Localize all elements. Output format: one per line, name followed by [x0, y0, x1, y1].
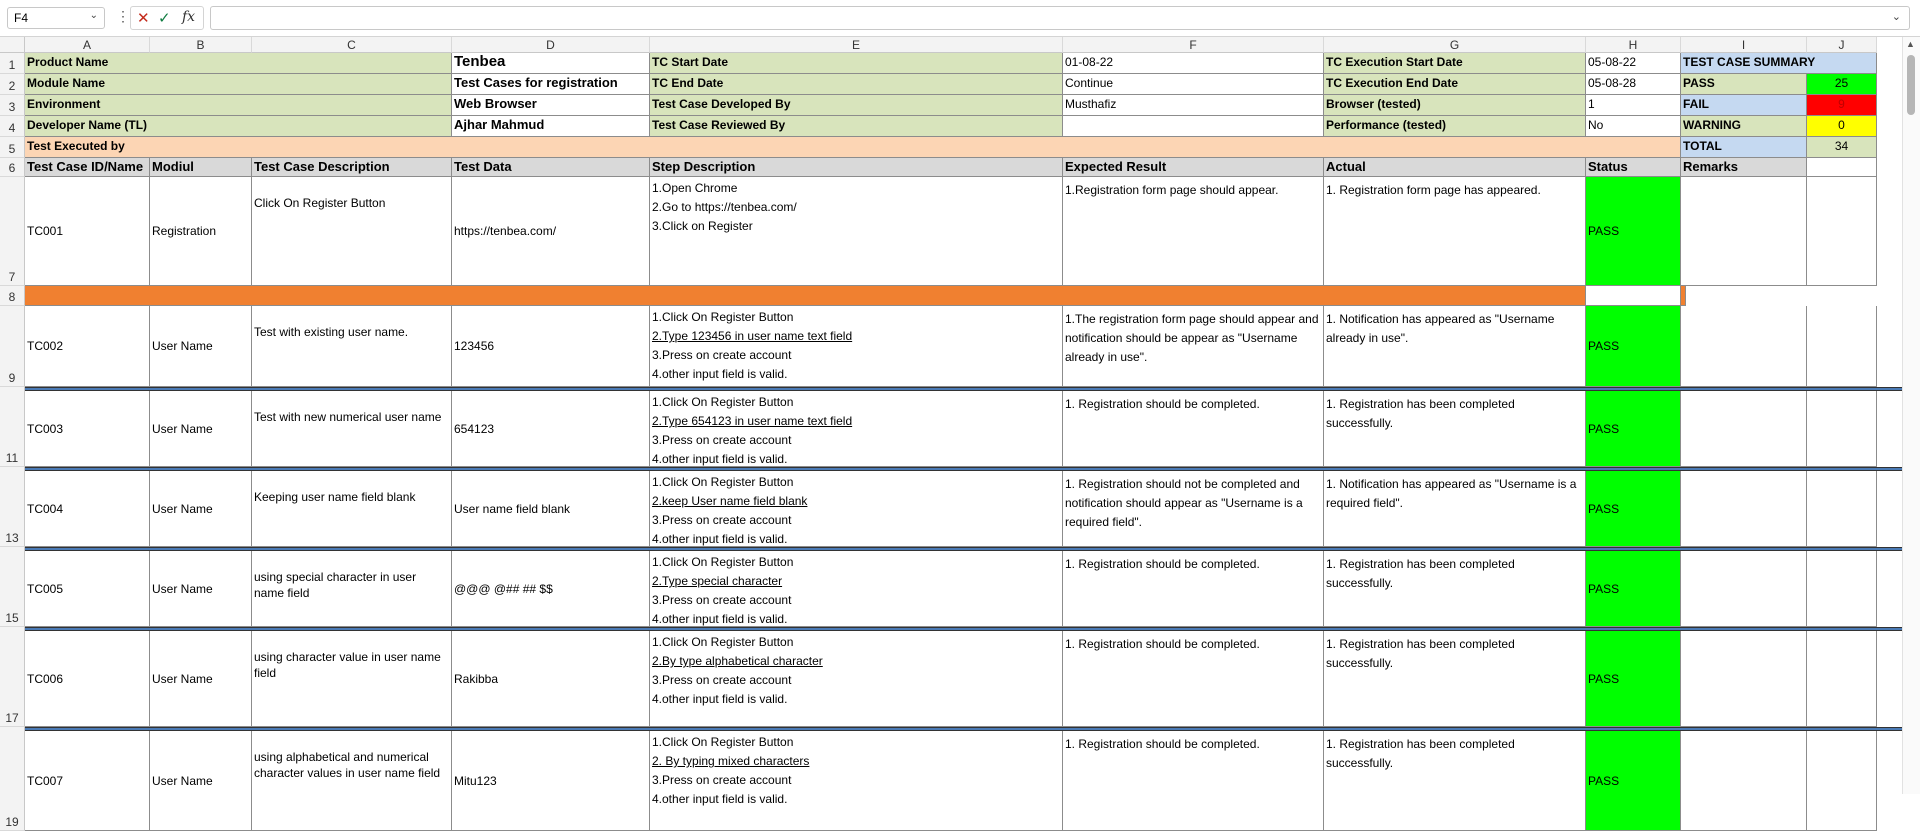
row-number: 5 — [8, 142, 16, 156]
step-description — [650, 391, 1063, 467]
column-header[interactable]: B — [150, 37, 252, 53]
row-number: 4 — [8, 121, 16, 135]
description: Test with new numerical user name — [252, 391, 452, 467]
header-label: TC Execution End Date — [1324, 74, 1586, 95]
header-value: Ajhar Mahmud — [452, 116, 650, 137]
remarks-cell — [1681, 471, 1807, 547]
status-badge: PASS — [1586, 631, 1681, 727]
remarks-cell — [1681, 391, 1807, 467]
column-header[interactable]: G — [1324, 37, 1586, 53]
test-data: Mitu123 — [452, 731, 650, 831]
step: 3.Press on create account — [652, 673, 792, 687]
test-case-id: TC003 — [25, 391, 150, 467]
formula-input[interactable] — [210, 6, 1910, 30]
step: 3.Press on create account — [652, 593, 792, 607]
step: 3.Click on Register — [652, 219, 753, 233]
table-header: Step Description — [650, 158, 1063, 177]
step: 2.Type 123456 in user name text field — [652, 329, 853, 343]
step: 1.Click On Register Button — [652, 395, 794, 409]
row-header-gap — [0, 547, 25, 551]
module: User Name — [150, 551, 252, 627]
step-description — [650, 631, 1063, 727]
header-value — [1063, 116, 1324, 137]
step: 4.other input field is valid. — [652, 532, 788, 546]
header-value: No — [1586, 116, 1681, 137]
remarks-cell — [1681, 631, 1807, 727]
empty-cell — [1807, 471, 1877, 547]
test-case-id: TC006 — [25, 631, 150, 727]
summary-value: 25 — [1807, 74, 1877, 95]
row-number: 13 — [5, 531, 19, 545]
header-label: Environment — [25, 95, 452, 116]
expected-result: 1. Registration should be completed. — [1063, 631, 1324, 727]
remarks-cell — [1681, 551, 1807, 627]
description: Keeping user name field blank — [252, 471, 452, 547]
summary-label: FAIL — [1681, 95, 1807, 116]
step: 1.Click On Register Button — [652, 735, 794, 749]
test-case-id: TC004 — [25, 471, 150, 547]
step: 2.keep User name field blank — [652, 494, 808, 508]
status-badge: PASS — [1586, 731, 1681, 831]
row-header[interactable] — [0, 286, 25, 306]
status-badge: PASS — [1586, 306, 1681, 387]
summary-title: TEST CASE SUMMARY — [1681, 53, 1877, 74]
row-header[interactable] — [0, 116, 25, 137]
step: 2.Type special character — [652, 574, 783, 588]
empty-cell — [1807, 158, 1877, 177]
row-header[interactable] — [0, 391, 25, 467]
test-case-id: TC002 — [25, 306, 150, 387]
table-header: Test Data — [452, 158, 650, 177]
summary-label: WARNING — [1681, 116, 1807, 137]
table-header: Test Case ID/Name — [25, 158, 150, 177]
step-description — [650, 731, 1063, 831]
row-header[interactable] — [0, 551, 25, 627]
chevron-down-icon[interactable]: ⌄ — [89, 10, 98, 21]
summary-label: PASS — [1681, 74, 1807, 95]
test-data: 654123 — [452, 391, 650, 467]
step-description — [650, 177, 1063, 286]
module: User Name — [150, 391, 252, 467]
divider-row — [25, 286, 1586, 306]
step: 4.other input field is valid. — [652, 452, 788, 466]
name-box-value: F4 — [14, 11, 29, 25]
row-number: 15 — [5, 611, 19, 625]
divider-row — [1681, 286, 1686, 306]
scroll-thumb[interactable] — [1907, 55, 1915, 115]
row-number: 19 — [5, 815, 19, 829]
row-header[interactable] — [0, 137, 25, 158]
step-description — [650, 551, 1063, 627]
step: 1.Open Chrome — [652, 181, 738, 195]
row-header-gap — [0, 627, 25, 631]
actual-result: 1. Registration has been completed successfully. — [1324, 631, 1586, 727]
module: User Name — [150, 471, 252, 547]
summary-value: 34 — [1807, 137, 1877, 158]
empty-cell — [1807, 551, 1877, 627]
header-value: 05-08-22 — [1586, 53, 1681, 74]
row-separator — [25, 727, 1902, 731]
step: 1.Click On Register Button — [652, 310, 794, 324]
step: 3.Press on create account — [652, 348, 792, 362]
summary-label: TOTAL — [1681, 137, 1807, 158]
description: using alphabetical and numerical character values in user name field — [252, 731, 452, 831]
row-number: 2 — [8, 79, 16, 93]
step: 4.other input field is valid. — [652, 367, 788, 381]
step: 1.Click On Register Button — [652, 555, 794, 569]
row-number: 1 — [8, 58, 16, 72]
step-description — [650, 471, 1063, 547]
row-number: 8 — [8, 290, 16, 304]
module: Registration — [150, 177, 252, 286]
module: User Name — [150, 731, 252, 831]
step: 2.By type alphabetical character — [652, 654, 823, 668]
step: 4.other input field is valid. — [652, 612, 788, 626]
header-label: TC End Date — [650, 74, 1063, 95]
row-header[interactable] — [0, 53, 25, 74]
header-value: Continue — [1063, 74, 1324, 95]
column-header[interactable]: D — [452, 37, 650, 53]
test-executed-by-label: Test Executed by — [25, 137, 1681, 158]
summary-value: 0 — [1807, 116, 1877, 137]
select-all-corner[interactable] — [0, 37, 25, 53]
row-header[interactable] — [0, 74, 25, 95]
row-header[interactable] — [0, 731, 25, 831]
expected-result: 1. Registration should not be completed and notification should appear as "Username is a required field". — [1063, 471, 1324, 547]
row-number: 3 — [8, 100, 16, 114]
column-header[interactable]: C — [252, 37, 452, 53]
step: 1.Click On Register Button — [652, 635, 794, 649]
test-data: User name field blank — [452, 471, 650, 547]
status-badge: PASS — [1586, 391, 1681, 467]
row-header[interactable] — [0, 177, 25, 286]
row-separator — [25, 547, 1902, 551]
cancel-icon[interactable]: ✕ — [137, 10, 150, 27]
test-data: @@@ @## ## $$ — [452, 551, 650, 627]
more-options-icon[interactable]: ⋮ — [116, 8, 130, 24]
step: 3.Press on create account — [652, 433, 792, 447]
status-badge: PASS — [1586, 471, 1681, 547]
row-number: 11 — [5, 451, 19, 465]
module: User Name — [150, 306, 252, 387]
remarks-cell — [1681, 731, 1807, 831]
header-value: 1 — [1586, 95, 1681, 116]
row-header-gap — [0, 727, 25, 731]
header-label: Test Case Developed By — [650, 95, 1063, 116]
row-header[interactable] — [0, 631, 25, 727]
table-header: Status — [1586, 158, 1681, 177]
vertical-scrollbar[interactable] — [1902, 37, 1920, 794]
row-number: 7 — [8, 270, 16, 284]
row-header-gap — [0, 387, 25, 391]
description: using special character in user name field — [252, 551, 452, 627]
header-value: 05-08-28 — [1586, 74, 1681, 95]
header-label: Test Case Reviewed By — [650, 116, 1063, 137]
row-header[interactable] — [0, 158, 25, 177]
description: Test with existing user name. — [252, 306, 452, 387]
actual-result: 1. Notification has appeared as "Username is a required field". — [1324, 471, 1586, 547]
header-value: 01-08-22 — [1063, 53, 1324, 74]
column-header[interactable]: F — [1063, 37, 1324, 53]
expected-result: 1. Registration should be completed. — [1063, 391, 1324, 467]
step-description — [650, 306, 1063, 387]
step: 2.Go to https://tenbea.com/ — [652, 200, 797, 214]
formula-bar — [0, 0, 1920, 37]
expected-result: 1.The registration form page should appear and notification should be appear as "Username already in use". — [1063, 306, 1324, 387]
status-badge: PASS — [1586, 551, 1681, 627]
step: 4.other input field is valid. — [652, 792, 788, 806]
test-data: Rakibba — [452, 631, 650, 727]
header-label: Module Name — [25, 74, 452, 95]
row-separator — [25, 627, 1902, 631]
row-number: 17 — [5, 711, 19, 725]
header-value: Musthafiz — [1063, 95, 1324, 116]
name-box[interactable] — [7, 7, 105, 29]
expected-result: 1. Registration should be completed. — [1063, 551, 1324, 627]
header-label: Product Name — [25, 53, 452, 74]
header-value: Tenbea — [452, 53, 650, 74]
table-header: Remarks — [1681, 158, 1807, 177]
row-header[interactable] — [0, 471, 25, 547]
actual-result: 1. Registration has been completed successfully. — [1324, 731, 1586, 831]
empty-cell — [1807, 731, 1877, 831]
header-label: Performance (tested) — [1324, 116, 1586, 137]
description: using character value in user name field — [252, 631, 452, 727]
row-separator — [25, 467, 1902, 471]
expected-result: 1.Registration form page should appear. — [1063, 177, 1324, 286]
header-label: TC Execution Start Date — [1324, 53, 1586, 74]
empty-cell — [1807, 177, 1877, 286]
step: 3.Press on create account — [652, 513, 792, 527]
description: Click On Register Button — [252, 177, 452, 286]
check-icon[interactable]: ✓ — [158, 10, 171, 27]
remarks-cell — [1681, 177, 1807, 286]
empty-cell — [1807, 631, 1877, 727]
table-header: Modiul — [150, 158, 252, 177]
column-header[interactable]: H — [1586, 37, 1681, 53]
header-label: Developer Name (TL) — [25, 116, 452, 137]
remarks-cell — [1681, 306, 1807, 387]
row-header-gap — [0, 467, 25, 471]
table-header: Expected Result — [1063, 158, 1324, 177]
actual-result: 1. Registration has been completed successfully. — [1324, 391, 1586, 467]
test-case-id: TC007 — [25, 731, 150, 831]
column-header[interactable]: J — [1807, 37, 1877, 53]
column-header[interactable]: I — [1681, 37, 1807, 53]
row-header[interactable] — [0, 306, 25, 387]
summary-value: 9 — [1807, 95, 1877, 116]
step: 2.Type 654123 in user name text field — [652, 414, 853, 428]
actual-result: 1. Registration has been completed successfully. — [1324, 551, 1586, 627]
expand-formula-icon[interactable]: ⌄ — [1891, 11, 1901, 23]
actual-result: 1. Notification has appeared as "Username already in use". — [1324, 306, 1586, 387]
row-number: 9 — [8, 371, 16, 385]
header-label: Browser (tested) — [1324, 95, 1586, 116]
actual-result: 1. Registration form page has appeared. — [1324, 177, 1586, 286]
formula-buttons — [130, 6, 204, 30]
step: 2. By typing mixed characters — [652, 754, 810, 768]
module: User Name — [150, 631, 252, 727]
column-header[interactable]: A — [25, 37, 150, 53]
expected-result: 1. Registration should be completed. — [1063, 731, 1324, 831]
header-value: Test Cases for registration — [452, 74, 650, 95]
test-case-id: TC001 — [25, 177, 150, 286]
table-header: Actual — [1324, 158, 1586, 177]
column-header[interactable]: E — [650, 37, 1063, 53]
step: 3.Press on create account — [652, 773, 792, 787]
header-value: Web Browser — [452, 95, 650, 116]
test-data: https://tenbea.com/ — [452, 177, 650, 286]
empty-cell — [1807, 391, 1877, 467]
step: 1.Click On Register Button — [652, 475, 794, 489]
test-case-id: TC005 — [25, 551, 150, 627]
empty-cell — [1807, 306, 1877, 387]
scroll-up-icon[interactable]: ▲ — [1906, 39, 1915, 49]
status-badge: PASS — [1586, 177, 1681, 286]
step: 4.other input field is valid. — [652, 692, 788, 706]
empty-cell — [1586, 286, 1681, 306]
row-header[interactable] — [0, 95, 25, 116]
test-data: 123456 — [452, 306, 650, 387]
row-separator — [25, 387, 1902, 391]
insert-function-icon[interactable]: fx — [182, 9, 196, 25]
header-label: TC Start Date — [650, 53, 1063, 74]
table-header: Test Case Description — [252, 158, 452, 177]
row-number: 6 — [8, 161, 16, 175]
